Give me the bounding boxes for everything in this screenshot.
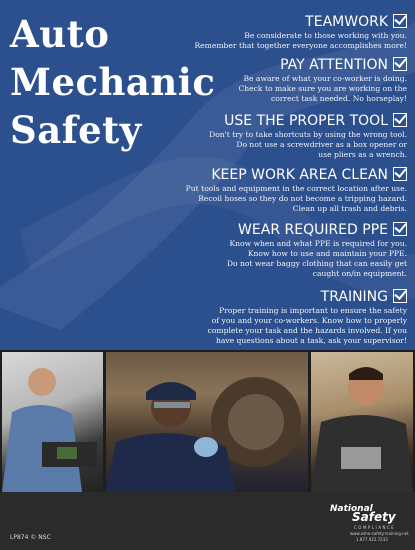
section-text: Proper training is important to ensure the safety of you and your co-workers. Know how to properly complete your task and the hazards involved. If you have questions about a task, ask your supervisor! (207, 306, 407, 345)
section-text: Don't try to take shortcuts by using the wrong tool. Do not use a screwdriver as a box opener or use pliers as a wrench. (209, 130, 407, 159)
logo-text-safety: Safety (352, 510, 396, 524)
section-heading: KEEP WORK AREA CLEAN (211, 167, 388, 183)
logo-text-compliance: COMPLIANCE (354, 525, 396, 530)
section-teamwork (194, 14, 407, 51)
checkbox-icon (393, 14, 407, 28)
section-heading: TEAMWORK (305, 14, 388, 30)
photo-mechanic-brakes (106, 352, 308, 492)
logo-phone: 1.877.922.7233 (356, 537, 388, 542)
national-safety-logo (330, 500, 410, 544)
section-proper-tool (209, 113, 407, 160)
checkbox-icon (393, 113, 407, 127)
poster-code: LP874 © NSC (10, 534, 51, 541)
photo-mechanic-engine (2, 352, 103, 492)
logo-text-national: National (330, 504, 373, 514)
poster-title-line-3: Safety (10, 108, 142, 152)
section-text: Be considerate to those working with you. Remember that together everyone accomplishes more! (194, 31, 407, 50)
logo-url: www.osha-safety-training.net (350, 531, 409, 536)
checkbox-icon (393, 222, 407, 236)
section-text: Know when and what PPE is required for you. Know how to use and maintain your PPE. Do not wear baggy clothing that can easily get caught on/in equipment. (226, 239, 407, 278)
checkbox-icon (393, 57, 407, 71)
photo-strip (0, 350, 415, 492)
section-required-ppe (227, 222, 407, 279)
section-heading: WEAR REQUIRED PPE (238, 222, 388, 238)
section-pay-attention (238, 57, 407, 104)
checkbox-icon (393, 167, 407, 181)
section-heading: USE THE PROPER TOOL (224, 113, 388, 129)
poster-footer (0, 492, 415, 550)
section-heading: TRAINING (320, 289, 388, 305)
section-text: Put tools and equipment in the correct location after use. Recoil hoses so they do not become a tripping hazard. Clean up all trash and debris. (185, 184, 407, 213)
poster-title-line-2: Mechanic (10, 60, 216, 104)
section-training (208, 289, 407, 346)
photo-mechanic-part (311, 352, 413, 492)
poster-title-line-1: Auto (10, 12, 110, 56)
section-text: Be aware of what your co-worker is doing. Check to make sure you are working on the correct task needed. No horseplay! (238, 74, 407, 103)
section-work-area-clean (186, 167, 407, 214)
section-heading: PAY ATTENTION (280, 57, 388, 73)
checkbox-icon (393, 289, 407, 303)
